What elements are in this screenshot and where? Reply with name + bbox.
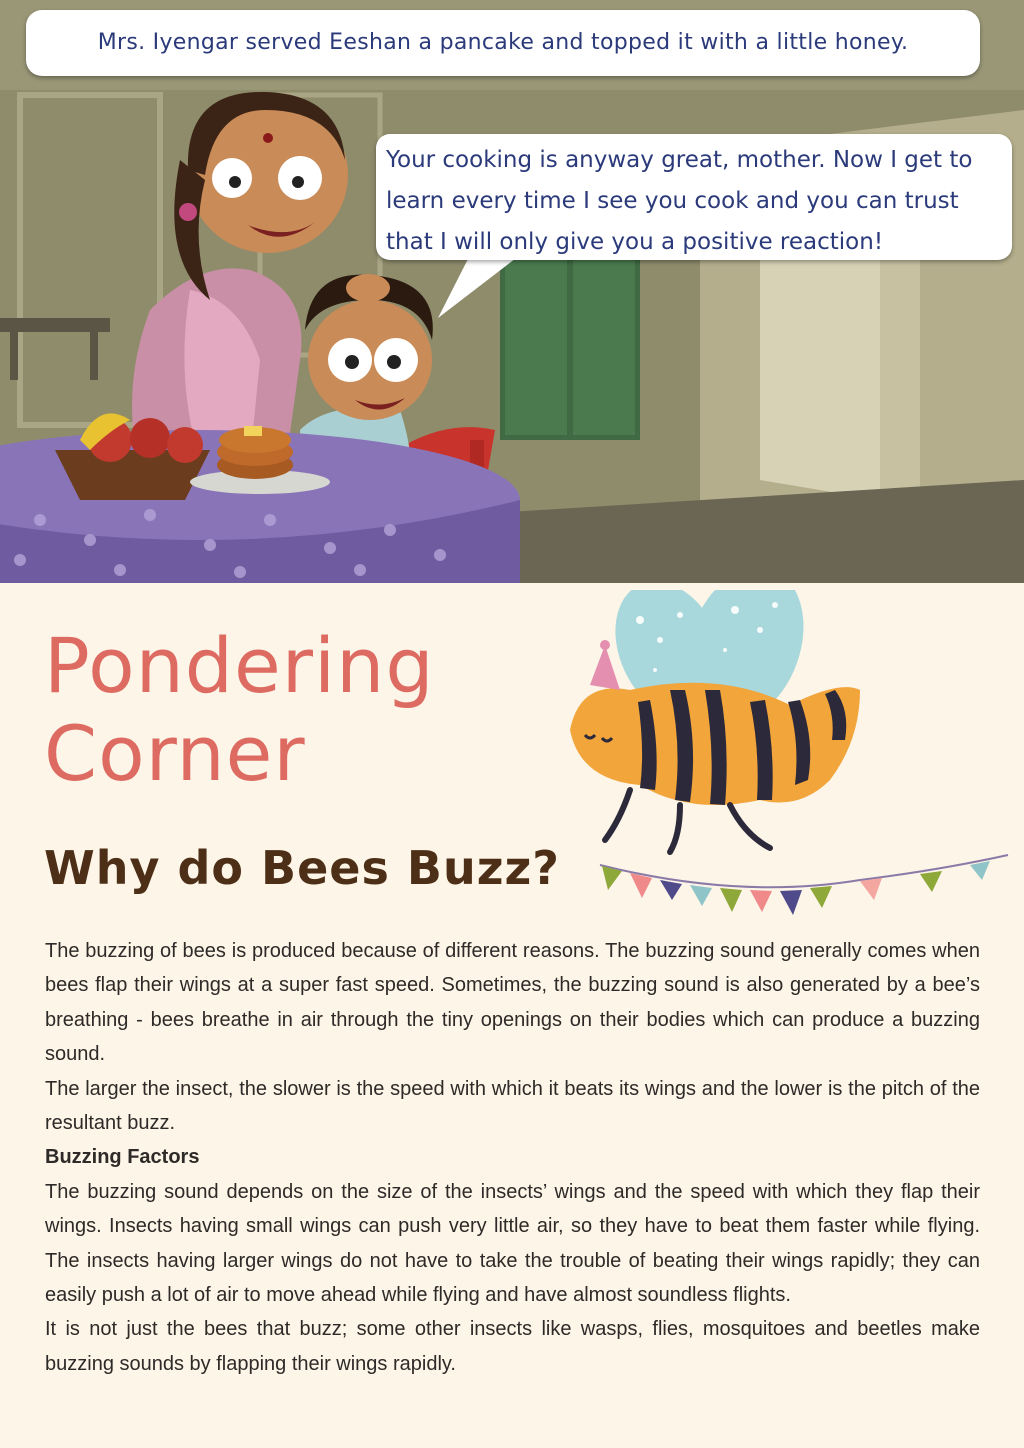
section-title [44, 622, 435, 798]
paragraph-other-insects: It is not just the bees that buzz; some other insects like wasps, flies, mosquitoes and beetles make buzzing sounds by flapping their wings rapidly. [45, 1318, 980, 1375]
paragraph-buzz-causes: The buzzing of bees is produced because of different reasons. The buzzing sound generally comes when bees flap their wings at a super fast speed. Sometimes, the buzzing sound is also generated by a bee’s breathing - bees breathe in air through the tiny openings on their bodies which can produce a buzzing sound. [45, 940, 980, 1066]
comic-panel [0, 0, 1024, 583]
paragraph-insect-size: The larger the insect, the slower is the speed with which it beats its wings and the lower is the pitch of the resultant buzz. [45, 1077, 980, 1135]
subheading-buzzing-factors: Buzzing Factors [45, 1146, 200, 1169]
speech-bubble: Your cooking is anyway great, mother. Now I get to learn every time I see you cook and you can trust that I will only give you a positive reaction! [376, 134, 1012, 260]
question-heading: Why do Bees Buzz? [44, 841, 560, 895]
bunting-string [600, 855, 1008, 887]
article-body [45, 934, 980, 1381]
paragraph-wing-size: The buzzing sound depends on the size of the insects’ wings and the speed with which they flap their wings. Insects having small wings can push very little air, so they have to beat them faster while flying. The insects having larger wings do not have to take the trouble of beating their wings rapidly; they can easily push a lot of air to move ahead while flying and have almost soundless flights. [45, 1180, 980, 1307]
narration-caption: Mrs. Iyengar served Eeshan a pancake and topped it with a little honey. [26, 10, 980, 76]
bee-illustration [560, 590, 1010, 920]
section-title-line2: Corner [44, 709, 306, 798]
party-hat [590, 645, 620, 690]
section-title-line1: Pondering [44, 621, 435, 710]
speech-bubble-tail [0, 0, 1024, 583]
